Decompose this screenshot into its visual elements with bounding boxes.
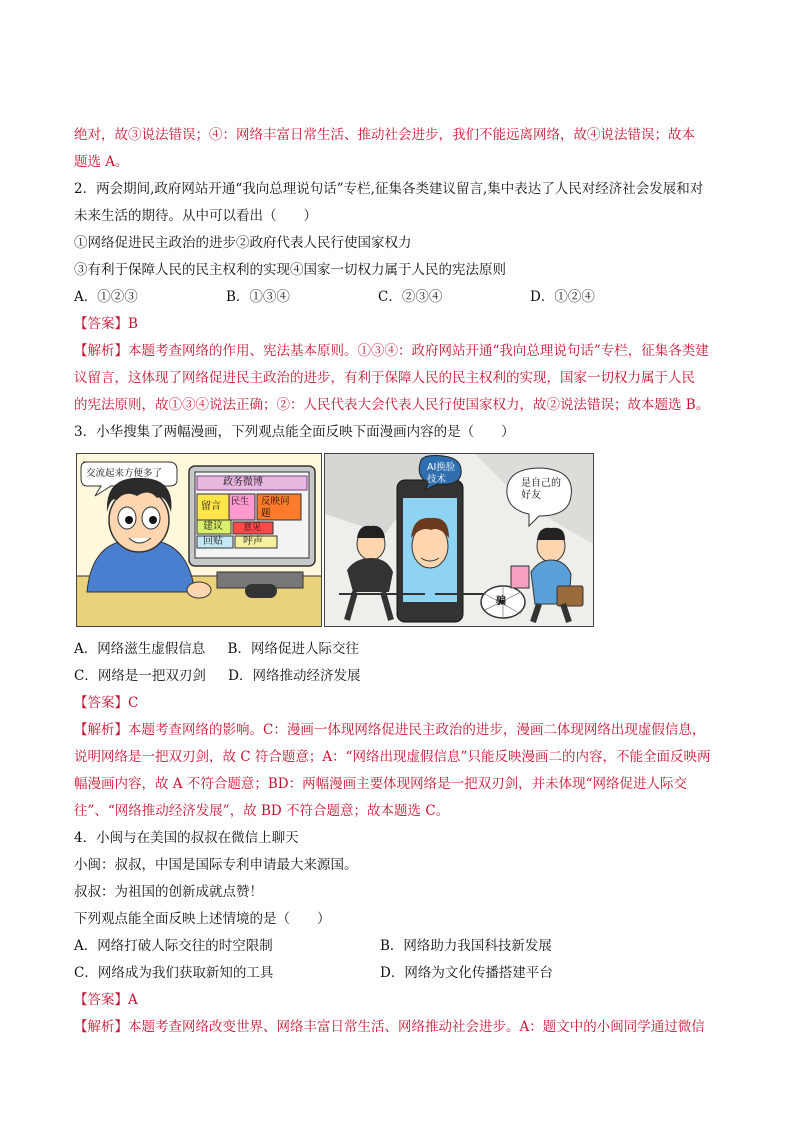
option-d: D．网络为文化传播搭建平台 — [380, 965, 553, 981]
options-row — [74, 636, 724, 663]
speech-bubble-text: 交流起来方便多了 — [86, 468, 163, 479]
option-c: C．网络是一把双刃剑 — [74, 668, 206, 684]
q1-analysis-line: 题选 A。 — [74, 154, 129, 170]
q1-analysis-line: 绝对，故③说法错误；④：网络丰富日常生活、推动社会进步，我们不能远离网络，故④说法错误；故本 — [74, 127, 695, 143]
option-b: B．网络促进人际交往 — [227, 641, 359, 657]
comic-tag: 民生 — [231, 497, 250, 507]
option-a: A．①②③ — [74, 289, 138, 305]
dialog-line: 小闽：叔叔，中国是国际专利申请最大来源国。 — [74, 857, 358, 873]
statement-line: ③有利于保障人民的民主权利的实现④国家一切权力属于人民的宪法原则 — [74, 262, 506, 278]
options-row — [74, 933, 724, 960]
option-c: C．网络成为我们获取新知的工具 — [74, 965, 274, 981]
options-row — [74, 284, 724, 311]
question-stem: 4．小闽与在美国的叔叔在微信上聊天 — [74, 830, 299, 846]
option-b: B．网络助力我国科技新发展 — [380, 938, 552, 954]
options-row — [74, 663, 724, 690]
question-stem: 未来生活的期待。从中可以看出（ ） — [74, 208, 317, 224]
analysis-line: 议留言，这体现了网络促进民主政治的进步，有利于保障人民的民主权利的实现，国家一切权力属于人民 — [74, 370, 695, 386]
screen-title: 政务微博 — [223, 477, 263, 488]
speech-bubble-text: 是自己的好友 — [521, 478, 561, 501]
statement-line: ①网络促进民主政治的进步②政府代表人民行使国家权力 — [74, 235, 412, 251]
net-label: 骗 — [496, 596, 506, 607]
option-d: D．①②④ — [530, 289, 595, 305]
comic-tag: 留言 — [201, 501, 221, 512]
answer-line: 【答案】C — [74, 695, 139, 711]
question-stem: 3．小华搜集了两幅漫画，下列观点能全面反映下面漫画内容的是（ ） — [74, 424, 515, 440]
question-prompt: 下列观点能全面反映上述情境的是（ ） — [74, 911, 331, 927]
option-a: A．网络打破人际交往的时空限制 — [74, 938, 273, 954]
question-stem: 2．两会期间,政府网站开通“我向总理说句话”专栏,征集各类建议留言,集中表达了人民对经济社会发展和对 — [74, 181, 704, 197]
analysis-line: 【解析】本题考查网络的影响。C：漫画一体现网络促进民主政治的进步，漫画二体现网络出现虚假信息， — [74, 722, 706, 738]
analysis-line: 【解析】本题考查网络的作用、宪法基本原则。①③④：政府网站开通“我向总理说句话”专栏，征集各类建 — [74, 343, 709, 359]
phone-label: AI换脸技术 — [427, 462, 456, 485]
options-row — [74, 960, 724, 987]
comic-tag: 意见 — [243, 523, 262, 533]
analysis-line: 【解析】本题考查网络改变世界、网络丰富日常生活、网络推动社会进步。A：题文中的小闽同学通过微信 — [74, 1019, 705, 1035]
comic-tag: 建议 — [203, 521, 223, 532]
answer-line: 【答案】B — [74, 316, 138, 332]
page-content — [74, 122, 724, 1041]
option-b: B．①③④ — [226, 289, 290, 305]
comic-tag: 回贴 — [203, 536, 223, 547]
option-d: D．网络推动经济发展 — [228, 668, 361, 684]
option-c: C．②③④ — [378, 289, 443, 305]
analysis-line: 幅漫画内容，故 A 不符合题意；BD：两幅漫画主要体现网络是一把双刃剑，并未体现“网络促进人际交 — [74, 776, 687, 792]
analysis-line: 的宪法原则，故①③④说法正确；②：人民代表大会代表人民行使国家权力，故②说法错误；故本题选 B。 — [74, 397, 710, 413]
comic-images — [76, 453, 724, 627]
comic-tag: 反映问题 — [261, 496, 290, 519]
answer-line: 【答案】A — [74, 992, 138, 1008]
comic-panel-1 — [76, 453, 322, 627]
comic-panel-2 — [324, 453, 594, 627]
comic-tag: 呼声 — [243, 536, 263, 547]
dialog-line: 叔叔：为祖国的创新成就点赞！ — [74, 884, 263, 900]
option-a: A．网络滋生虚假信息 — [74, 641, 206, 657]
analysis-line: 往”、“网络推动经济发展”，故 BD 不符合题意；故本题选 C。 — [74, 803, 450, 819]
analysis-line: 说明网络是一把双刃剑，故 C 符合题意；A：“网络出现虚假信息”只能反映漫画二的内容，不能全面反映两 — [74, 749, 711, 765]
